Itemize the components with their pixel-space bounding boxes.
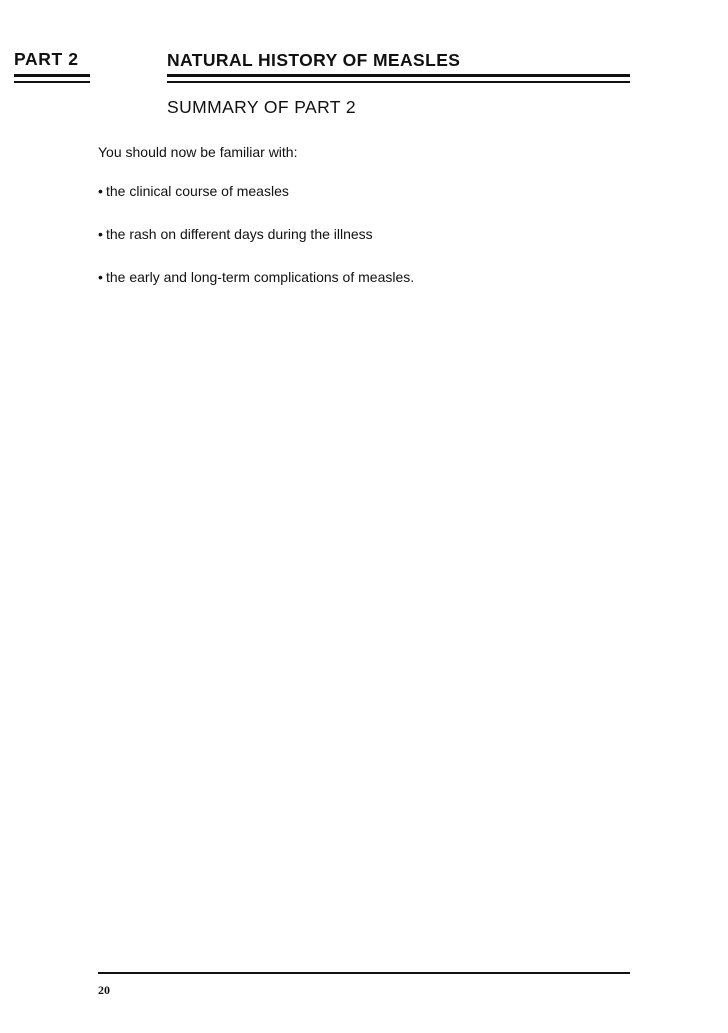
list-item	[98, 269, 414, 286]
footer-rule	[98, 972, 630, 974]
header-rule-right-bottom	[167, 81, 630, 83]
summary-list	[98, 183, 414, 312]
bullet-icon: •	[98, 269, 103, 285]
part-label: PART 2	[14, 49, 79, 69]
header-rule-left-bottom	[14, 81, 90, 83]
list-item	[98, 183, 414, 200]
bullet-icon: •	[98, 226, 103, 242]
section-title: SUMMARY OF PART 2	[167, 97, 356, 117]
page-number: 20	[98, 983, 110, 997]
header-rule-right-top	[167, 74, 630, 77]
chapter-title: NATURAL HISTORY OF MEASLES	[167, 50, 461, 70]
list-item-text: the rash on different days during the illness	[106, 226, 373, 242]
list-item	[98, 226, 414, 243]
bullet-icon: •	[98, 183, 103, 199]
list-item-text: the early and long-term complications of measles.	[106, 269, 415, 285]
header-rule-left-top	[14, 74, 90, 77]
summary-intro: You should now be familiar with:	[98, 144, 298, 160]
list-item-text: the clinical course of measles	[106, 183, 289, 199]
